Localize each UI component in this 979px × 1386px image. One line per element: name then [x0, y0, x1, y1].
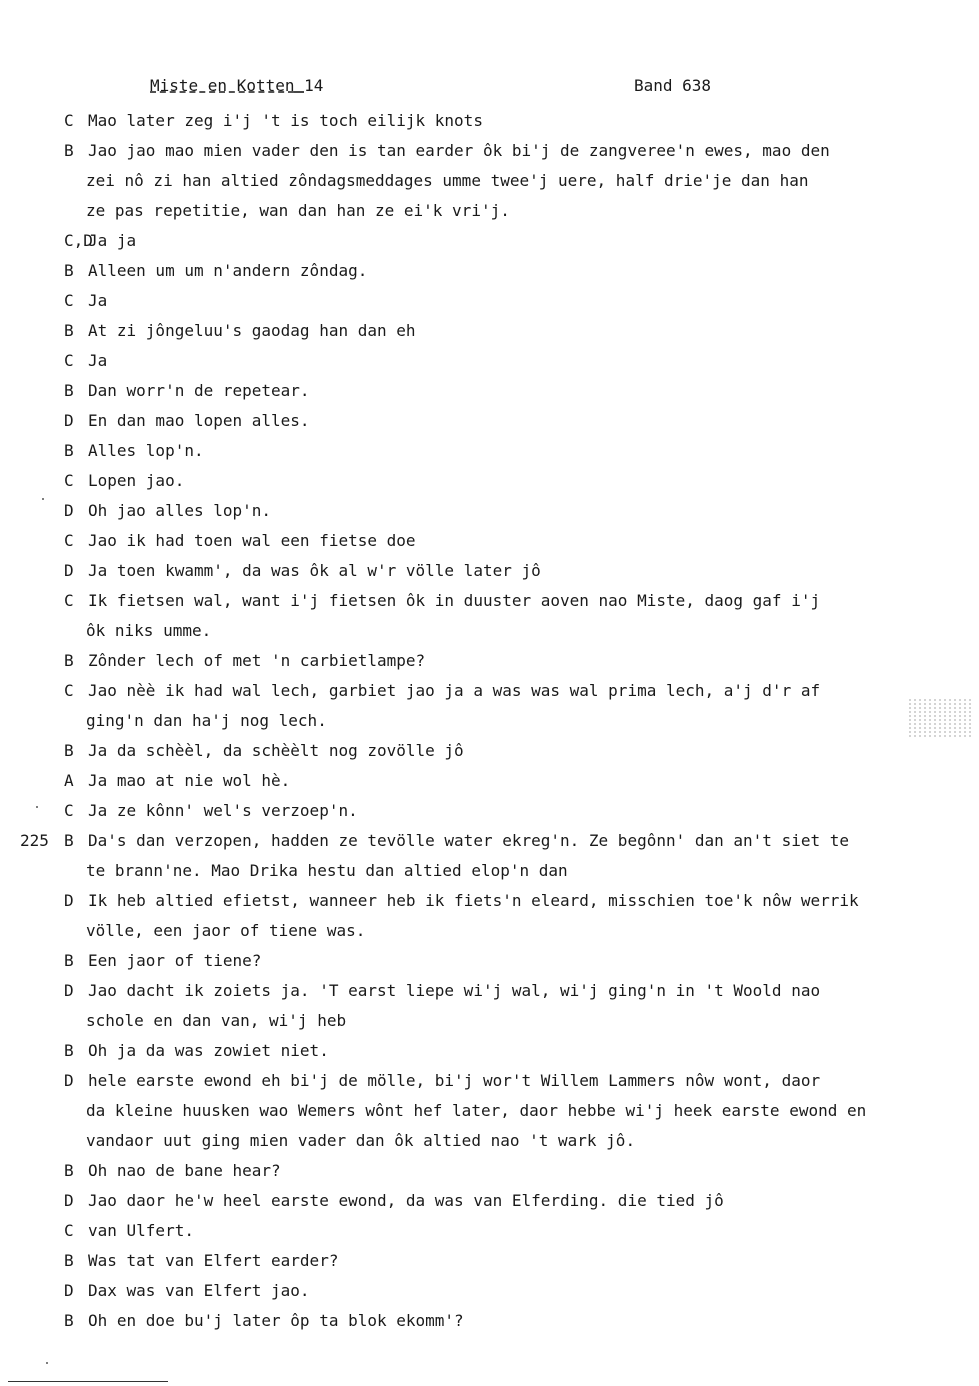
utterance-text: hele earste ewond eh bi'j de mölle, bi'j wor't Willem Lammers nôw wont, daor — [88, 1071, 821, 1090]
line-number: 225 — [20, 831, 49, 850]
transcript-line — [0, 1306, 979, 1336]
transcript-line — [0, 826, 979, 856]
transcript-line — [0, 706, 979, 736]
speaker-label: B — [64, 1041, 74, 1060]
transcript-line — [0, 136, 979, 166]
page-number: 14 — [304, 76, 324, 95]
utterance-text: Oh ja da was zowiet niet. — [88, 1041, 329, 1060]
speaker-label: B — [64, 741, 74, 760]
utterance-text: ze pas repetitie, wan dan han ze ei'k vri'j. — [86, 201, 510, 220]
transcript-line — [0, 376, 979, 406]
speaker-label: B — [64, 1251, 74, 1270]
title-gap — [295, 76, 305, 95]
utterance-text: völle, een jaor of tiene was. — [86, 921, 366, 940]
transcript-line — [0, 856, 979, 886]
transcript-line — [0, 1246, 979, 1276]
speaker-label: D — [64, 981, 74, 1000]
speaker-label: D — [64, 1071, 74, 1090]
utterance-text: Oh nao de bane hear? — [88, 1161, 281, 1180]
speaker-label: B — [64, 321, 74, 340]
speaker-label: B — [64, 831, 74, 850]
utterance-text: zei nô zi han altied zôndagsmeddages umme twee'j uere, half drie'je dan han — [86, 171, 809, 190]
utterance-text: Mao later zeg i'j 't is toch eilijk knots — [88, 111, 483, 130]
band-label: Band 638 — [634, 76, 712, 95]
utterance-text: Ja — [88, 351, 108, 370]
transcript-line — [0, 196, 979, 226]
utterance-text: Ik fietsen wal, want i'j fietsen ôk in duuster aoven nao Miste, daog gaf i'j — [88, 591, 821, 610]
utterance-text: Lopen jao. — [88, 471, 185, 490]
speaker-label: B — [64, 1311, 74, 1330]
utterance-text: Ja toen kwamm', da was ôk al w'r völle later jô — [88, 561, 541, 580]
scan-speck — [36, 806, 38, 808]
transcript-line — [0, 496, 979, 526]
utterance-text: Ja — [88, 291, 108, 310]
utterance-text: ging'n dan ha'j nog lech. — [86, 711, 327, 730]
transcript-line — [0, 1276, 979, 1306]
scan-smudge — [908, 698, 974, 738]
transcript-line — [0, 526, 979, 556]
speaker-label: C — [64, 111, 74, 130]
transcript-line — [0, 946, 979, 976]
utterance-text: van Ulfert. — [88, 1221, 194, 1240]
transcript-line — [0, 286, 979, 316]
speaker-label: D — [64, 501, 74, 520]
speaker-label: B — [64, 381, 74, 400]
page-header — [0, 76, 979, 98]
utterance-text: Ja ze kônn' wel's verzoep'n. — [88, 801, 358, 820]
transcript-line — [0, 556, 979, 586]
transcript-line — [0, 766, 979, 796]
utterance-text: Da's dan verzopen, hadden ze tevölle water ekreg'n. Ze begônn' dan an't siet te — [88, 831, 849, 850]
speaker-label: B — [64, 141, 74, 160]
utterance-text: da kleine huusken wao Wemers wônt hef later, daor hebbe wi'j heek earste ewond en — [86, 1101, 867, 1120]
speaker-label: C — [64, 591, 74, 610]
utterance-text: te brann'ne. Mao Drika hestu dan altied elop'n dan — [86, 861, 568, 880]
utterance-text: schole en dan van, wi'j heb — [86, 1011, 347, 1030]
document-title — [150, 76, 323, 95]
transcript-line — [0, 976, 979, 1006]
speaker-label: C — [64, 681, 74, 700]
transcript-line — [0, 616, 979, 646]
utterance-text: Dan worr'n de repetear. — [88, 381, 310, 400]
utterance-text: Alleen um um n'andern zôndag. — [88, 261, 368, 280]
speaker-label: C — [64, 801, 74, 820]
transcript-line — [0, 256, 979, 286]
speaker-label: C — [64, 351, 74, 370]
transcript-line — [0, 1096, 979, 1126]
speaker-label: C,D — [64, 231, 93, 250]
utterance-text: At zi jôngeluu's gaodag han dan eh — [88, 321, 416, 340]
transcript-line — [0, 466, 979, 496]
speaker-label: B — [64, 651, 74, 670]
transcript-line — [0, 586, 979, 616]
transcript-line — [0, 1066, 979, 1096]
utterance-text: Jao dacht ik zoiets ja. 'T earst liepe wi'j wal, wi'j ging'n in 't Woold nao — [88, 981, 821, 1000]
speaker-label: A — [64, 771, 74, 790]
utterance-text: Dax was van Elfert jao. — [88, 1281, 310, 1300]
utterance-text: Ja ja — [88, 231, 137, 250]
transcript-lines — [0, 106, 979, 1336]
transcript-line — [0, 1036, 979, 1066]
title-text: Miste en Kotten — [150, 76, 295, 95]
utterance-text: Jao jao mao mien vader den is tan earder ôk bi'j de zangveree'n ewes, mao den — [88, 141, 830, 160]
transcript-line — [0, 166, 979, 196]
speaker-label: B — [64, 441, 74, 460]
transcript-line — [0, 676, 979, 706]
utterance-text: Was tat van Elfert earder? — [88, 1251, 339, 1270]
bottom-rule — [8, 1381, 168, 1382]
transcript-line — [0, 106, 979, 136]
transcript-line — [0, 886, 979, 916]
scan-speck — [46, 1362, 48, 1364]
transcript-line — [0, 646, 979, 676]
transcript-line — [0, 436, 979, 466]
speaker-label: B — [64, 1161, 74, 1180]
utterance-text: Ja mao at nie wol hè. — [88, 771, 291, 790]
transcript-line — [0, 1156, 979, 1186]
utterance-text: Ja da schèèl, da schèèlt nog zovölle jô — [88, 741, 464, 760]
utterance-text: En dan mao lopen alles. — [88, 411, 310, 430]
speaker-label: C — [64, 471, 74, 490]
speaker-label: C — [64, 1221, 74, 1240]
utterance-text: Ik heb altied efietst, wanneer heb ik fiets'n eleard, misschien toe'k nôw werrik — [88, 891, 859, 910]
speaker-label: D — [64, 411, 74, 430]
speaker-label: D — [64, 561, 74, 580]
utterance-text: Oh en doe bu'j later ôp ta blok ekomm'? — [88, 1311, 464, 1330]
transcript-line — [0, 736, 979, 766]
speaker-label: B — [64, 261, 74, 280]
utterance-text: Een jaor of tiene? — [88, 951, 262, 970]
utterance-text: Zônder lech of met 'n carbietlampe? — [88, 651, 426, 670]
utterance-text: vandaor uut ging mien vader dan ôk altied nao 't wark jô. — [86, 1131, 636, 1150]
speaker-label: B — [64, 951, 74, 970]
utterance-text: Jao ik had toen wal een fietse doe — [88, 531, 416, 550]
transcript-line — [0, 406, 979, 436]
utterance-text: Oh jao alles lop'n. — [88, 501, 272, 520]
transcript-line — [0, 226, 979, 256]
speaker-label: D — [64, 891, 74, 910]
speaker-label: C — [64, 291, 74, 310]
utterance-text: ôk niks umme. — [86, 621, 212, 640]
utterance-text: Jao daor he'w heel earste ewond, da was van Elferding. die tied jô — [88, 1191, 724, 1210]
transcript-line — [0, 796, 979, 826]
transcript-line — [0, 346, 979, 376]
transcript-line — [0, 1006, 979, 1036]
transcript-line — [0, 916, 979, 946]
speaker-label: D — [64, 1191, 74, 1210]
speaker-label: C — [64, 531, 74, 550]
utterance-text: Alles lop'n. — [88, 441, 204, 460]
transcript-line — [0, 1216, 979, 1246]
utterance-text: Jao nèè ik had wal lech, garbiet jao ja a was was wal prima lech, a'j d'r af — [88, 681, 821, 700]
transcript-line — [0, 1186, 979, 1216]
scan-speck — [42, 498, 44, 500]
speaker-label: D — [64, 1281, 74, 1300]
transcript-line — [0, 316, 979, 346]
transcript-line — [0, 1126, 979, 1156]
